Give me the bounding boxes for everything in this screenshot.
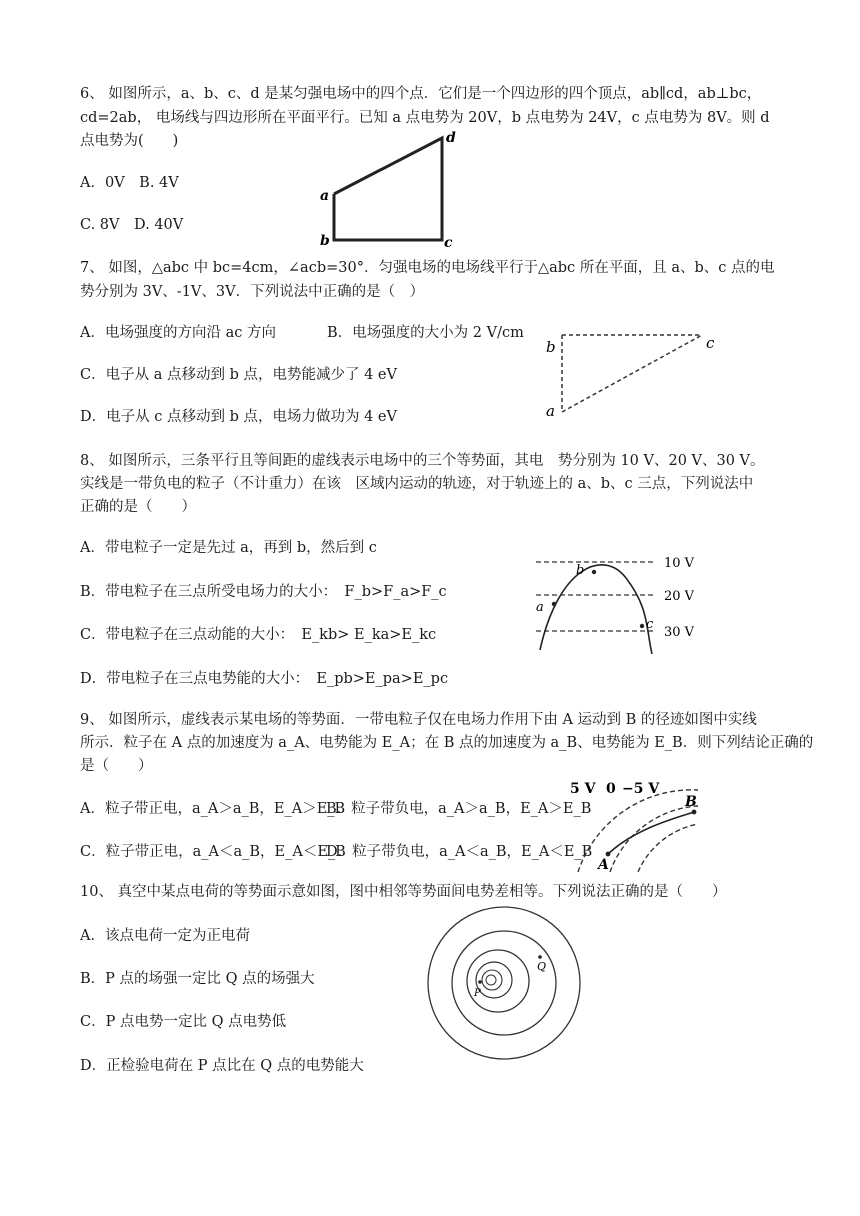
- q8-option-b: B．带电粒子在三点所受电场力的大小： F_b>F_a>F_c: [80, 584, 447, 600]
- q9-label-b: B: [685, 794, 697, 810]
- q6-options-cd: C. 8V D. 40V: [80, 217, 184, 233]
- q8-option-d: D．带电粒子在三点电势能的大小： E_pb>E_pa>E_pc: [80, 671, 449, 687]
- q6-label-c: c: [444, 235, 453, 250]
- q9-option-b: B．粒子带负电，a_A＞a_B，E_A＞E_B: [326, 801, 592, 817]
- q8-equipotential-figure: [528, 548, 703, 658]
- q10-option-a: A．该点电荷一定为正电荷: [80, 928, 250, 944]
- q8-label-b: b: [576, 563, 585, 578]
- q9-equipotential-figure: [566, 776, 741, 872]
- q9-option-c: C．粒子带正电，a_A＜a_B，E_A＜E_B: [80, 844, 346, 860]
- q8-option-c: C．带电粒子在三点动能的大小： E_kb> E_ka>E_kc: [80, 627, 437, 643]
- q7-stem-line2: 势分别为 3V、-1V、3V．下列说法中正确的是（ ）: [80, 284, 425, 300]
- q7-option-a: A．电场强度的方向沿 ac 方向: [80, 325, 276, 341]
- q9-option-a: A．粒子带正电，a_A＞a_B，E_A＞E_B: [80, 801, 346, 817]
- q9-label-v2: 0: [606, 781, 616, 797]
- q9-option-d: D．粒子带负电，a_A＜a_B，E_A＜E_B: [326, 844, 593, 860]
- q9-label-v1: 5 V: [570, 781, 596, 797]
- q7-stem-line1: 7、 如图，△abc 中 bc=4cm，∠acb=30°．匀强电场的电场线平行于△abc 所在平面，且 a、b、c 点的电: [80, 260, 775, 276]
- q7-option-b: B．电场强度的大小为 2 V/cm: [327, 325, 524, 341]
- q8-label-v2: 20 V: [664, 589, 695, 604]
- q8-option-a: A．带电粒子一定是先过 a，再到 b，然后到 c: [80, 540, 377, 556]
- q7-option-d: D．电子从 c 点移动到 b 点，电场力做功为 4 eV: [80, 409, 397, 425]
- q10-concentric-equipotential-figure: [424, 902, 584, 1064]
- q6-stem-line3: 点电势为( ): [80, 133, 179, 149]
- q8-label-c: c: [646, 617, 654, 632]
- q10-option-d: D．正检验电荷在 P 点比在 Q 点的电势能大: [80, 1058, 364, 1074]
- q10-option-b: B．P 点的场强一定比 Q 点的场强大: [80, 971, 315, 987]
- q8-label-a: a: [536, 600, 544, 615]
- q9-stem-line1: 9、 如图所示，虚线表示某电场的等势面．一带电粒子仅在电场力作用下由 A 运动到 B 的径迹如图中实线: [80, 712, 757, 728]
- q6-stem-line1: 6、 如图所示，a、b、c、d 是某匀强电场中的四个点．它们是一个四边形的四个顶点，ab∥cd，ab⊥bc，: [80, 86, 762, 102]
- q6-options-ab: A．0V B. 4V: [80, 175, 179, 191]
- q8-label-v3: 30 V: [664, 625, 695, 640]
- q6-stem-line2: cd=2ab， 电场线与四边形所在平面平行。已知 a 点电势为 20V，b 点电势为 24V，c 点电势为 8V。则 d: [80, 110, 770, 126]
- q8-label-v1: 10 V: [664, 556, 695, 571]
- q10-option-c: C．P 点电势一定比 Q 点电势低: [80, 1014, 287, 1030]
- q7-option-c: C．电子从 a 点移动到 b 点，电势能减少了 4 eV: [80, 367, 397, 383]
- q10-label-q: Q: [537, 960, 547, 973]
- q9-stem-line3: 是（ ）: [80, 758, 153, 774]
- q9-label-a: A: [598, 857, 609, 872]
- q10-stem-line1: 10、 真空中某点电荷的等势面示意如图，图中相邻等势面间电势差相等。下列说法正确的是（ ）: [80, 884, 727, 900]
- q6-quadrilateral-figure: [312, 126, 467, 250]
- q7-triangle-figure: [538, 326, 728, 422]
- q8-stem-line2: 实线是一带负电的粒子（不计重力）在该 区域内运动的轨迹，对于轨迹上的 a、b、c 三点，下列说法中: [80, 476, 754, 492]
- q8-stem-line1: 8、 如图所示，三条平行且等间距的虚线表示电场中的三个等势面，其电 势分别为 10 V、20 V、30 V。: [80, 453, 765, 469]
- q6-label-a: a: [320, 188, 330, 204]
- q6-label-b: b: [320, 233, 330, 249]
- q6-label-d: d: [446, 130, 456, 146]
- q9-label-v3: −5 V: [622, 781, 660, 797]
- q8-stem-line3: 正确的是（ ）: [80, 499, 196, 515]
- q9-stem-line2: 所示．粒子在 A 点的加速度为 a_A、电势能为 E_A；在 B 点的加速度为 a_B、电势能为 E_B．则下列结论正确的: [80, 735, 814, 751]
- q7-label-c: c: [706, 334, 715, 352]
- q7-label-b: b: [546, 338, 556, 356]
- q7-label-a: a: [546, 402, 555, 420]
- q10-label-p: P: [474, 988, 481, 999]
